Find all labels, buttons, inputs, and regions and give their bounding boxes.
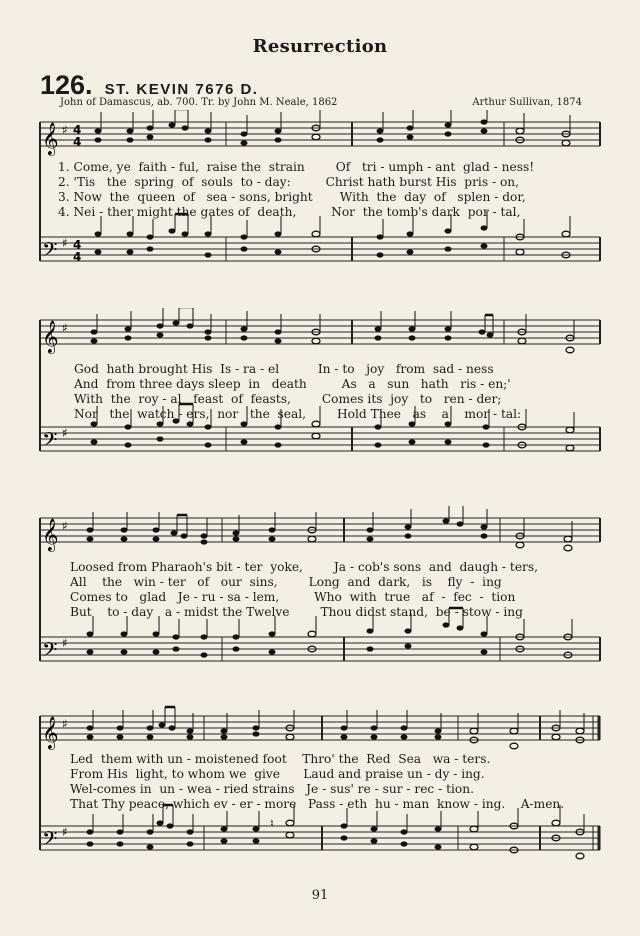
lyric-line: 2. 'Tis the spring of souls to - day: Christ hath burst His pris - on, [58, 175, 520, 189]
page-number: 91 [311, 888, 329, 903]
svg-text:♯: ♯ [62, 321, 68, 335]
lyric-line: But to - day a - midst the Twelve Thou didst stand, be - stow - ing [70, 605, 523, 619]
svg-text:♯: ♯ [62, 123, 68, 137]
section-title: Resurrection [252, 36, 388, 57]
text-credit: John of Damascus, ab. 700. Tr. by John M. Neale, 1862 [60, 97, 338, 108]
lyric-line: 1. Come, ye faith - ful, raise the strain Of tri - umph - ant glad - ness! [58, 160, 535, 174]
svg-text:♯: ♯ [62, 426, 68, 440]
lyric-line: Nor the watch - ers, nor the seal, Hold Thee as a mor - tal: [74, 407, 522, 421]
tune-name: ST. KEVIN 7676 D. [104, 81, 259, 98]
svg-text:4: 4 [73, 238, 82, 252]
svg-text:𝄢: 𝄢 [42, 428, 58, 456]
svg-text:𝄞: 𝄞 [42, 518, 59, 551]
hymn-number: 126. [40, 70, 93, 100]
music-credit: Arthur Sullivan, 1874 [472, 97, 582, 108]
lyric-line: And from three days sleep in death As a sun hath ris - en;' [74, 377, 511, 391]
svg-text:♯: ♯ [62, 717, 68, 731]
lyric-line: God hath brought His Is - ra - el In - to joy from sad - ness [74, 362, 494, 376]
lyric-line: 4. Nei - ther might the gates of death, Nor the tomb's dark por - tal, [58, 205, 521, 219]
hymn-header [40, 70, 258, 100]
lyric-line: From His light, to whom we give Laud and praise un - dy - ing. [70, 767, 485, 781]
svg-text:♯: ♯ [62, 636, 68, 650]
svg-text:♯: ♯ [62, 519, 68, 533]
svg-text:𝄞: 𝄞 [42, 122, 59, 155]
svg-text:4: 4 [73, 250, 82, 264]
svg-text:𝄢: 𝄢 [42, 638, 58, 666]
lyric-line: Wel-comes in un - wea - ried strains Je - sus' re - sur - rec - tion. [70, 782, 474, 796]
lyric-line: Comes to glad Je - ru - sa - lem, Who with true af - fec - tion [70, 590, 516, 604]
svg-text:♮: ♮ [270, 817, 274, 830]
svg-text:𝄢: 𝄢 [42, 238, 58, 266]
svg-text:4: 4 [73, 123, 82, 137]
lyric-line: Loosed from Pharaoh's bit - ter yoke, Ja - cob's sons and daugh - ters, [70, 560, 538, 574]
lyric-line: With the roy - al feast of feasts, Comes its joy to ren - der; [74, 392, 502, 406]
lyric-line: 3. Now the queen of sea - sons, bright With the day of splen - dor, [58, 190, 526, 204]
svg-text:4: 4 [73, 135, 82, 149]
svg-text:𝄢: 𝄢 [42, 827, 58, 855]
credits-line [60, 97, 582, 108]
svg-text:♯: ♯ [62, 825, 68, 839]
svg-text:♯: ♯ [62, 236, 68, 250]
svg-text:𝄞: 𝄞 [42, 716, 59, 749]
lyric-line: All the win - ter of our sins, Long and dark, is fly - ing [70, 575, 502, 589]
lyric-line: That Thy peace, which ev - er - more Pass - eth hu - man know - ing. A-men. [70, 797, 565, 811]
svg-text:𝄞: 𝄞 [42, 320, 59, 353]
lyric-line: Led them with un - moistened foot Thro' the Red Sea wa - ters. [70, 752, 491, 766]
